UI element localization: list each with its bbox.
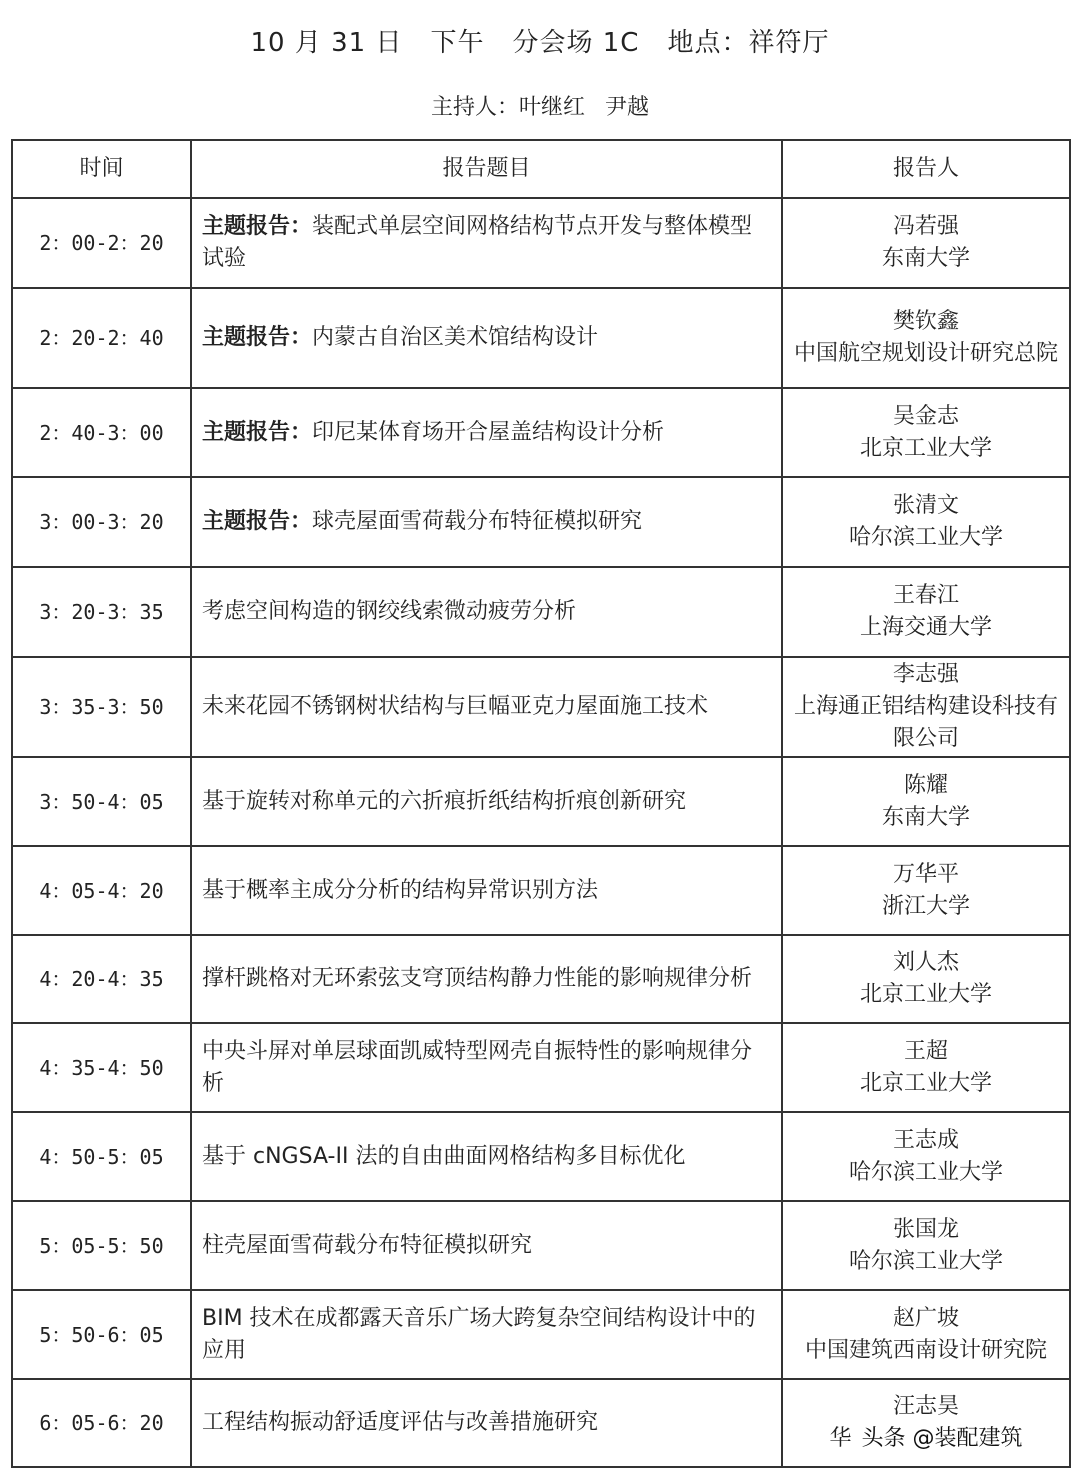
- speaker-org-line: [784, 433, 1068, 465]
- report-title: 内蒙古自治区美术馆结构设计: [312, 325, 599, 350]
- time-cell: 4：20-4：35: [12, 935, 191, 1023]
- location: 地点：祥符厅: [667, 28, 830, 58]
- speaker-cell: [782, 477, 1070, 567]
- speaker-org: 东南大学: [881, 804, 970, 830]
- table-row: [12, 477, 1070, 567]
- keynote-label: 主题报告：: [202, 214, 313, 239]
- title-cell: [191, 198, 782, 288]
- session: 分会场 1C: [512, 28, 640, 58]
- speaker-cell: [782, 198, 1070, 288]
- speaker-cell: [782, 657, 1070, 757]
- speaker-org-line: [784, 1335, 1068, 1367]
- report-title: 装配式单层空间网格结构节点开发与整体模型试验: [202, 214, 753, 271]
- speaker-name: 汪志昊: [892, 1394, 959, 1419]
- speaker-org: 北京工业大学: [859, 435, 992, 461]
- table-row: [12, 1112, 1070, 1201]
- time-cell: 5：50-6：05: [12, 1290, 191, 1379]
- speaker-org-line: [784, 802, 1068, 834]
- speaker-org: 浙江大学: [881, 893, 970, 919]
- time-cell: 4：35-4：50: [12, 1023, 191, 1112]
- speaker-org-line: [784, 338, 1068, 370]
- speaker-name: 张国龙: [892, 1216, 959, 1242]
- table-row: [12, 1023, 1070, 1112]
- title-cell: [191, 757, 782, 846]
- speaker-org: 东南大学: [881, 246, 970, 271]
- speaker-cell: [782, 1290, 1070, 1379]
- keynote-label: 主题报告：: [202, 325, 313, 350]
- title-cell: [191, 1201, 782, 1290]
- speaker-cell: [782, 757, 1070, 846]
- report-title: 基于旋转对称单元的六折痕折纸结构折痕创新研究: [202, 788, 687, 814]
- time-cell: 2：20-2：40: [12, 288, 191, 388]
- title-cell: [191, 1290, 782, 1379]
- report-title: 印尼某体育场开合屋盖结构设计分析: [312, 419, 665, 445]
- title-cell: [191, 288, 782, 388]
- table-row: [12, 1379, 1070, 1467]
- speaker-org-line: [784, 612, 1068, 644]
- speaker-name: 万华平: [892, 861, 959, 887]
- speaker-name: 王超: [903, 1038, 948, 1064]
- report-title: BIM 技术在成都露天音乐广场大跨复杂空间结构设计中的应用: [202, 1305, 756, 1363]
- speaker-org: 上海交通大学: [859, 615, 992, 640]
- speaker-name: 张清文: [892, 493, 959, 518]
- speaker-name: 王志成: [892, 1127, 959, 1153]
- col-title: 报告题目: [191, 140, 782, 198]
- speaker-org: 哈尔滨工业大学: [848, 525, 1003, 550]
- schedule-table: [11, 139, 1071, 1468]
- speaker-cell: [782, 567, 1070, 657]
- time-cell: 4：05-4：20: [12, 846, 191, 935]
- report-title: 基于概率主成分分析的结构异常识别方法: [202, 877, 599, 903]
- title-cell: [191, 388, 782, 477]
- table-row: [12, 846, 1070, 935]
- speaker-org-line: [784, 691, 1068, 755]
- time-cell: 4：50-5：05: [12, 1112, 191, 1201]
- speaker-name: 刘人杰: [892, 950, 959, 975]
- speaker-org: 华: [829, 1426, 852, 1451]
- title-cell: [191, 1379, 782, 1467]
- table-header: [12, 140, 1070, 198]
- report-title: 中央斗屏对单层球面凯威特型网壳自振特性的影响规律分析: [202, 1038, 753, 1096]
- table-row: [12, 288, 1070, 388]
- col-speaker: 报告人: [782, 140, 1070, 198]
- speaker-cell: [782, 846, 1070, 935]
- report-title: 撑杆跳格对无环索弦支穹顶结构静力性能的影响规律分析: [202, 966, 753, 991]
- speaker-cell: [782, 388, 1070, 477]
- report-title: 基于 cNGSA-II 法的自由曲面网格结构多目标优化: [202, 1143, 686, 1169]
- speaker-org: 上海通正铝结构建设科技有限公司: [793, 694, 1058, 751]
- title-cell: [191, 1023, 782, 1112]
- report-title: 球壳屋面雪荷载分布特征模拟研究: [312, 509, 643, 534]
- speaker-org: 哈尔滨工业大学: [848, 1248, 1003, 1274]
- title-cell: [191, 1112, 782, 1201]
- speaker-org-line: [784, 1157, 1068, 1189]
- time-cell: 2：40-3：00: [12, 388, 191, 477]
- table-row: [12, 567, 1070, 657]
- table-row: [12, 757, 1070, 846]
- report-title: 考虑空间构造的钢绞线索微动疲劳分析: [202, 599, 577, 624]
- host-line: [0, 90, 1080, 121]
- speaker-org-line: [784, 979, 1068, 1011]
- table-row: [12, 1290, 1070, 1379]
- speaker-org-line: [784, 1246, 1068, 1278]
- report-title: 工程结构振动舒适度评估与改善措施研究: [202, 1410, 599, 1435]
- speaker-org-line: [784, 522, 1068, 554]
- title-cell: [191, 567, 782, 657]
- time-cell: 2：00-2：20: [12, 198, 191, 288]
- table-row: [12, 388, 1070, 477]
- table-row: [12, 657, 1070, 757]
- title-cell: [191, 846, 782, 935]
- speaker-org-line: [784, 1423, 1068, 1455]
- speaker-org: 北京工业大学: [859, 982, 992, 1007]
- host-primary: 主持人：叶继红: [430, 95, 585, 120]
- speaker-name: 赵广坡: [892, 1305, 959, 1331]
- time-cell: 3：50-4：05: [12, 757, 191, 846]
- time-cell: 3：20-3：35: [12, 567, 191, 657]
- speaker-name: 吴金志: [892, 403, 959, 429]
- date: 10 月 31 日: [250, 28, 403, 58]
- speaker-cell: [782, 935, 1070, 1023]
- title-cell: [191, 657, 782, 757]
- speaker-org-line: [784, 1068, 1068, 1100]
- speaker-org-line: [784, 243, 1068, 275]
- time-cell: 3：35-3：50: [12, 657, 191, 757]
- session-title: [0, 22, 1080, 59]
- speaker-org: 中国建筑西南设计研究院: [804, 1337, 1047, 1363]
- speaker-org: 北京工业大学: [859, 1070, 992, 1096]
- host-secondary: 尹越: [605, 95, 650, 120]
- speaker-cell: [782, 1023, 1070, 1112]
- table-row: [12, 1201, 1070, 1290]
- report-title: 未来花园不锈钢树状结构与巨幅亚克力屋面施工技术: [202, 694, 709, 719]
- table-row: [12, 198, 1070, 288]
- speaker-org: 哈尔滨工业大学: [848, 1159, 1003, 1185]
- time-cell: 6：05-6：20: [12, 1379, 191, 1467]
- report-title: 柱壳屋面雪荷载分布特征模拟研究: [202, 1232, 533, 1258]
- speaker-org-line: [784, 891, 1068, 923]
- speaker-name: 陈耀: [903, 772, 948, 798]
- time-cell: 3：00-3：20: [12, 477, 191, 567]
- title-cell: [191, 477, 782, 567]
- speaker-cell: [782, 1379, 1070, 1467]
- keynote-label: 主题报告：: [202, 509, 313, 534]
- speaker-org: 中国航空规划设计研究总院: [793, 341, 1058, 366]
- speaker-name: 王春江: [892, 583, 959, 608]
- period: 下午: [430, 28, 485, 58]
- speaker-cell: [782, 1112, 1070, 1201]
- speaker-name: 冯若强: [892, 214, 959, 239]
- title-cell: [191, 935, 782, 1023]
- watermark: 头条 @装配建筑: [861, 1426, 1023, 1451]
- speaker-name: 樊钦鑫: [892, 309, 959, 334]
- keynote-label: 主题报告：: [202, 419, 313, 445]
- speaker-name: 李志强: [892, 662, 959, 687]
- speaker-cell: [782, 288, 1070, 388]
- col-time: 时间: [12, 140, 191, 198]
- speaker-cell: [782, 1201, 1070, 1290]
- time-cell: 5：05-5：50: [12, 1201, 191, 1290]
- table-row: [12, 935, 1070, 1023]
